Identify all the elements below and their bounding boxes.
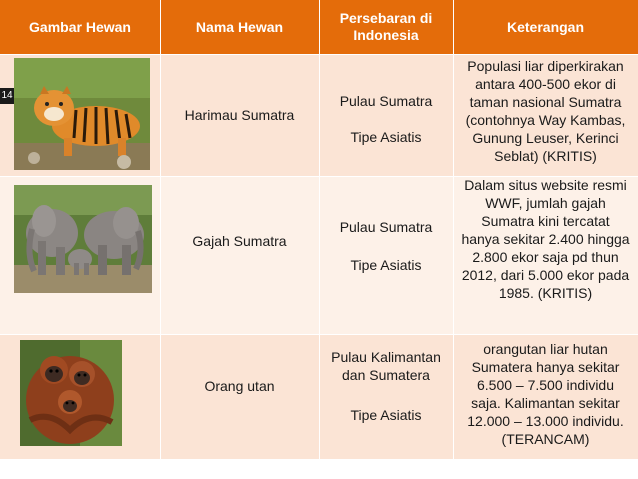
keterangan-text: Populasi liar diperkirakan antara 400-500 ekor di taman nasional Sumatra (contohnya Way Kambas, Gunung Leuser, Kerinci Seblat) (KRITIS) [465,58,626,164]
animal-name: Gajah Sumatra [192,233,287,249]
orangutan-photo-icon [20,340,122,446]
persebaran-text: Pulau Sumatra [339,93,433,109]
persebaran-cell [319,176,453,334]
persebaran-cell [319,54,453,176]
tipe-text: Tipe Asiatis [350,257,422,273]
animal-name: Harimau Sumatra [184,107,295,123]
tipe-text: Tipe Asiatis [350,407,422,423]
tipe-text: Tipe Asiatis [350,129,422,145]
tiger-photo-icon [14,58,150,170]
header-persebaran: Persebaran di Indonesia [319,0,453,54]
elephant-photo-icon [14,185,152,293]
header-keterangan: Keterangan [453,0,638,54]
photo-number-label: 14 [0,88,14,104]
persebaran-cell [319,334,453,459]
header-gambar-hewan: Gambar Hewan [0,0,160,54]
header-nama-hewan: Nama Hewan [160,0,319,54]
keterangan-text: Dalam situs website resmi WWF, jumlah gajah Sumatra kini tercatat hanya sekitar 2.400 hingga 2.800 ekor saja pd thun 2012, dari 5.000 ekor pada 1985. (KRITIS) [461,177,630,301]
persebaran-text: Pulau Sumatra [339,219,433,235]
animal-name: Orang utan [204,378,275,394]
keterangan-text: orangutan liar hutan Sumatera hanya sekitar 6.500 – 7.500 individu saja. Kalimantan sekitar 12.000 – 13.000 individu. (TERANCAM) [467,341,624,447]
persebaran-text: Pulau Kalimantan dan Sumatera [331,349,441,383]
